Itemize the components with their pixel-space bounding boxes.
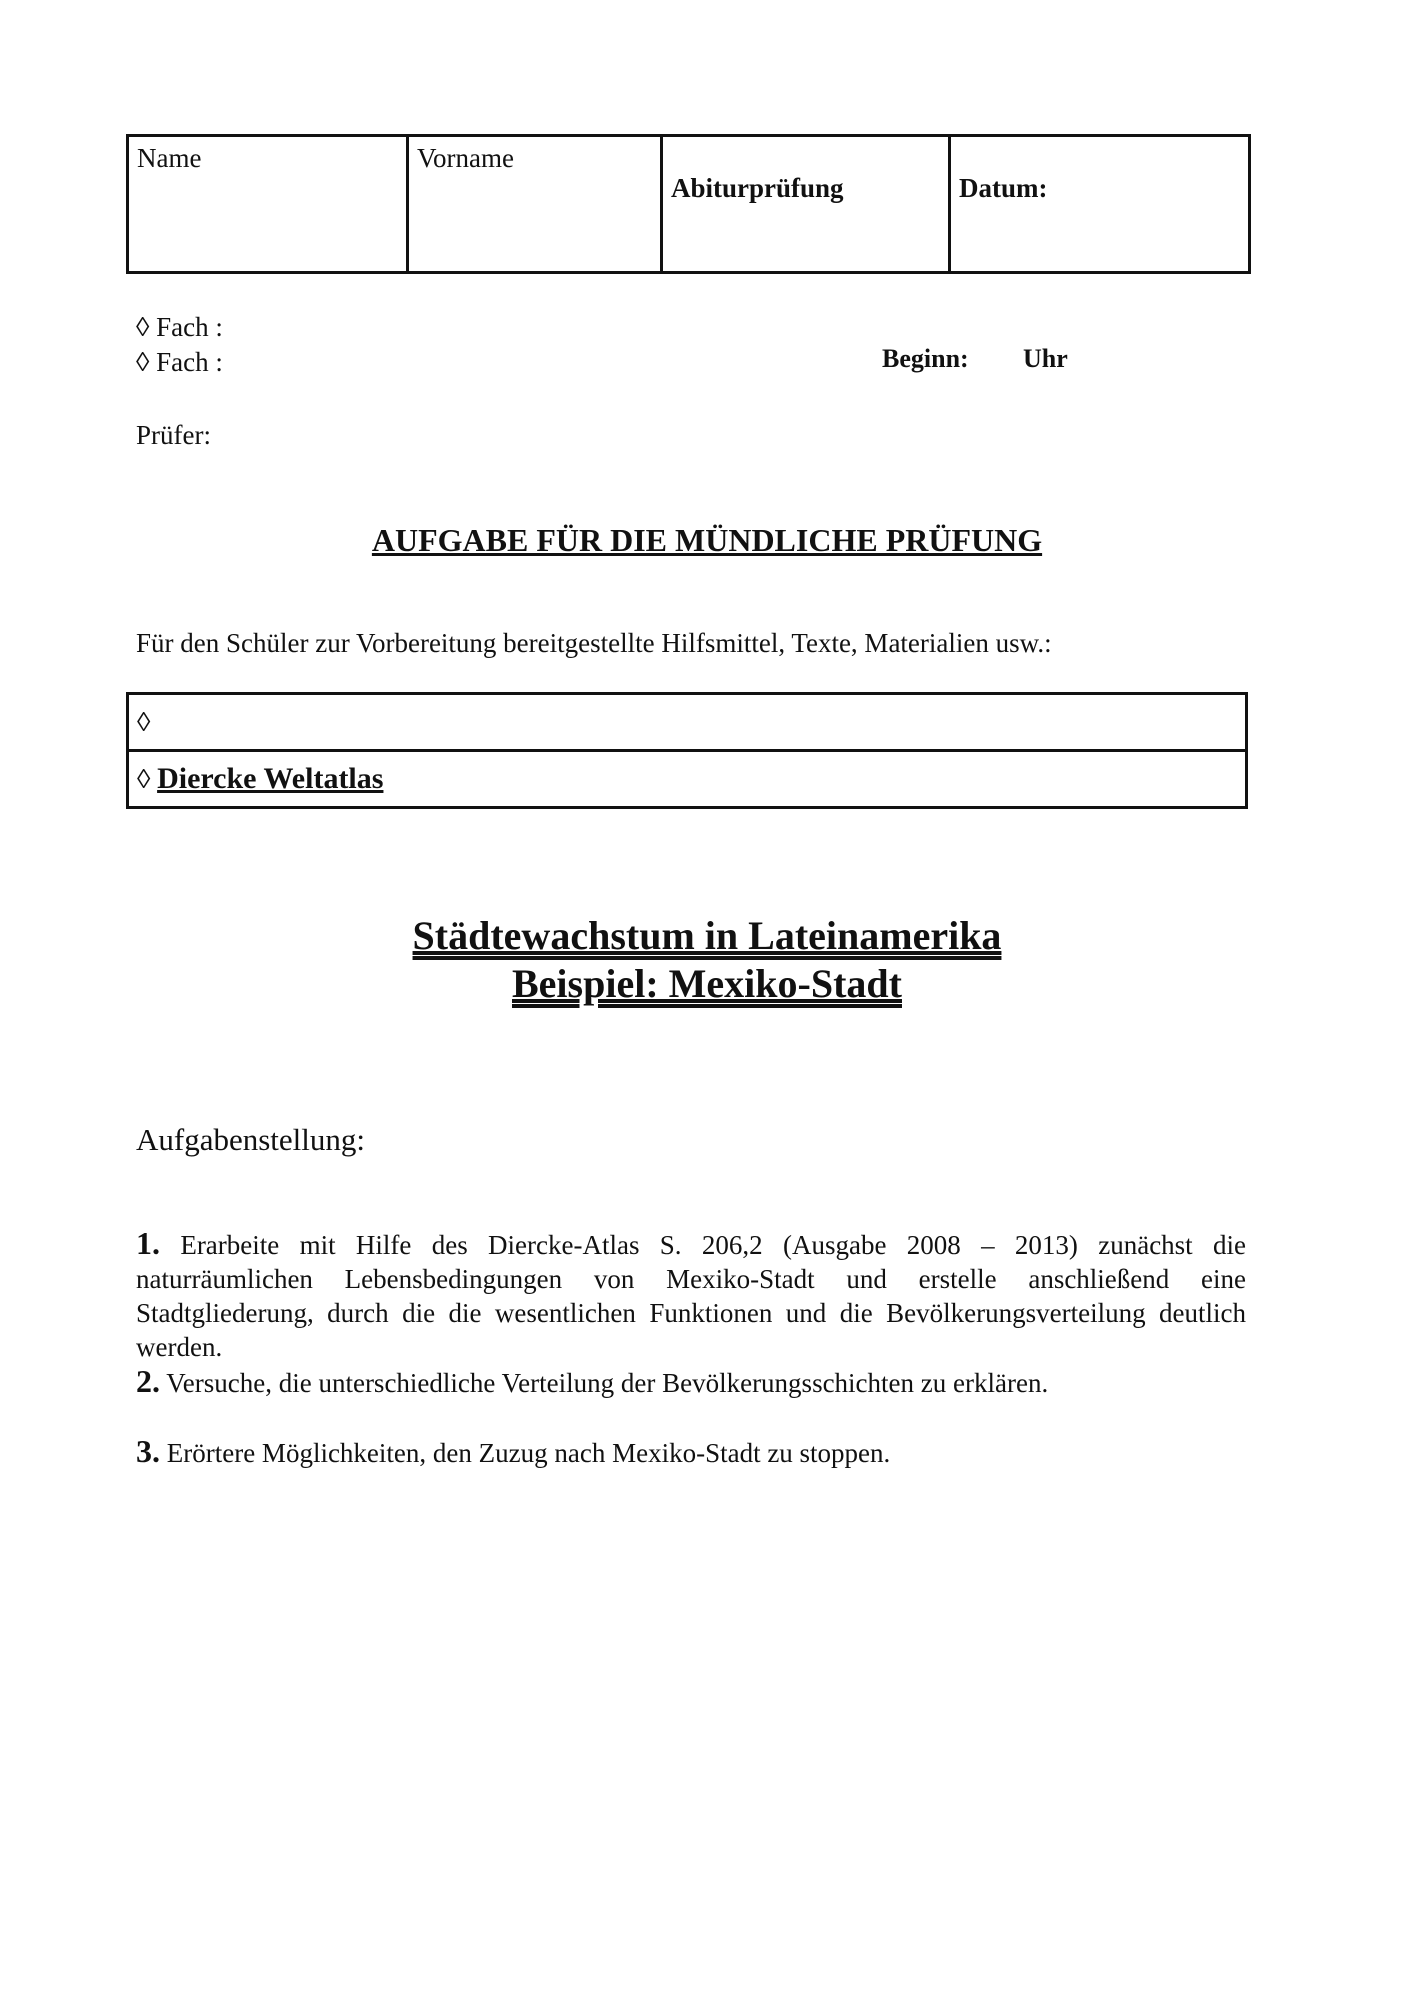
task-1 xyxy=(136,1226,1246,1364)
fach-line-1: ◊ Fach : xyxy=(136,312,223,342)
datum-cell[interactable] xyxy=(950,136,1250,273)
task-text: Erörtere Möglichkeiten, den Zuzug nach Mexiko-Stadt zu stoppen. xyxy=(166,1438,891,1468)
fach-line-2: ◊ Fach : xyxy=(136,347,223,377)
vorname-label: Vorname xyxy=(417,143,514,173)
uhr-label: Uhr xyxy=(1023,344,1068,373)
bullet-diamond: ◊ xyxy=(137,706,151,737)
datum-label: Datum: xyxy=(959,173,1048,203)
pruefung-cell xyxy=(662,136,950,273)
name-cell[interactable] xyxy=(128,136,408,273)
name-label: Name xyxy=(137,143,202,173)
task-3 xyxy=(136,1434,1246,1470)
vorname-cell[interactable] xyxy=(408,136,662,273)
hilfsmittel-intro: Für den Schüler zur Vorbereitung bereitgestellte Hilfsmittel, Texte, Materialien usw.: xyxy=(136,628,1052,658)
aufgabenstellung-label: Aufgabenstellung: xyxy=(136,1122,366,1157)
topic-subtitle: Beispiel: Mexiko-Stadt xyxy=(512,961,902,1006)
task-number: 3. xyxy=(136,1433,160,1469)
task-text: Erarbeite mit Hilfe des Diercke-Atlas S. 206,2 (Ausgabe 2008 – 2013) zunächst die naturräumlichen Lebensbedingungen von Mexiko-Stadt und erstelle anschließend eine Stadtgliederung, durch die die wesentlichen Funktionen und die Bevölkerungsverteilung deutlich werden. xyxy=(136,1230,1246,1362)
material-text: Diercke Weltatlas xyxy=(157,762,384,795)
aufgabe-title: AUFGABE FÜR DIE MÜNDLICHE PRÜFUNG xyxy=(371,522,1043,558)
bullet-diamond: ◊ xyxy=(137,764,151,794)
topic-title: Städtewachstum in Lateinamerika xyxy=(412,913,1002,958)
task-2 xyxy=(136,1364,1246,1400)
task-number: 2. xyxy=(136,1363,160,1399)
pruefung-label: Abiturprüfung xyxy=(671,173,844,203)
materials-table xyxy=(126,692,1248,809)
pruefer-label: Prüfer: xyxy=(136,420,211,450)
beginn-label: Beginn: xyxy=(882,344,969,373)
task-text: Versuche, die unterschiedliche Verteilung der Bevölkerungsschichten zu erklären. xyxy=(166,1368,1049,1398)
materials-row-2 xyxy=(128,751,1247,808)
header-table xyxy=(126,134,1251,274)
materials-row-1[interactable] xyxy=(128,694,1247,751)
task-number: 1. xyxy=(136,1225,160,1261)
